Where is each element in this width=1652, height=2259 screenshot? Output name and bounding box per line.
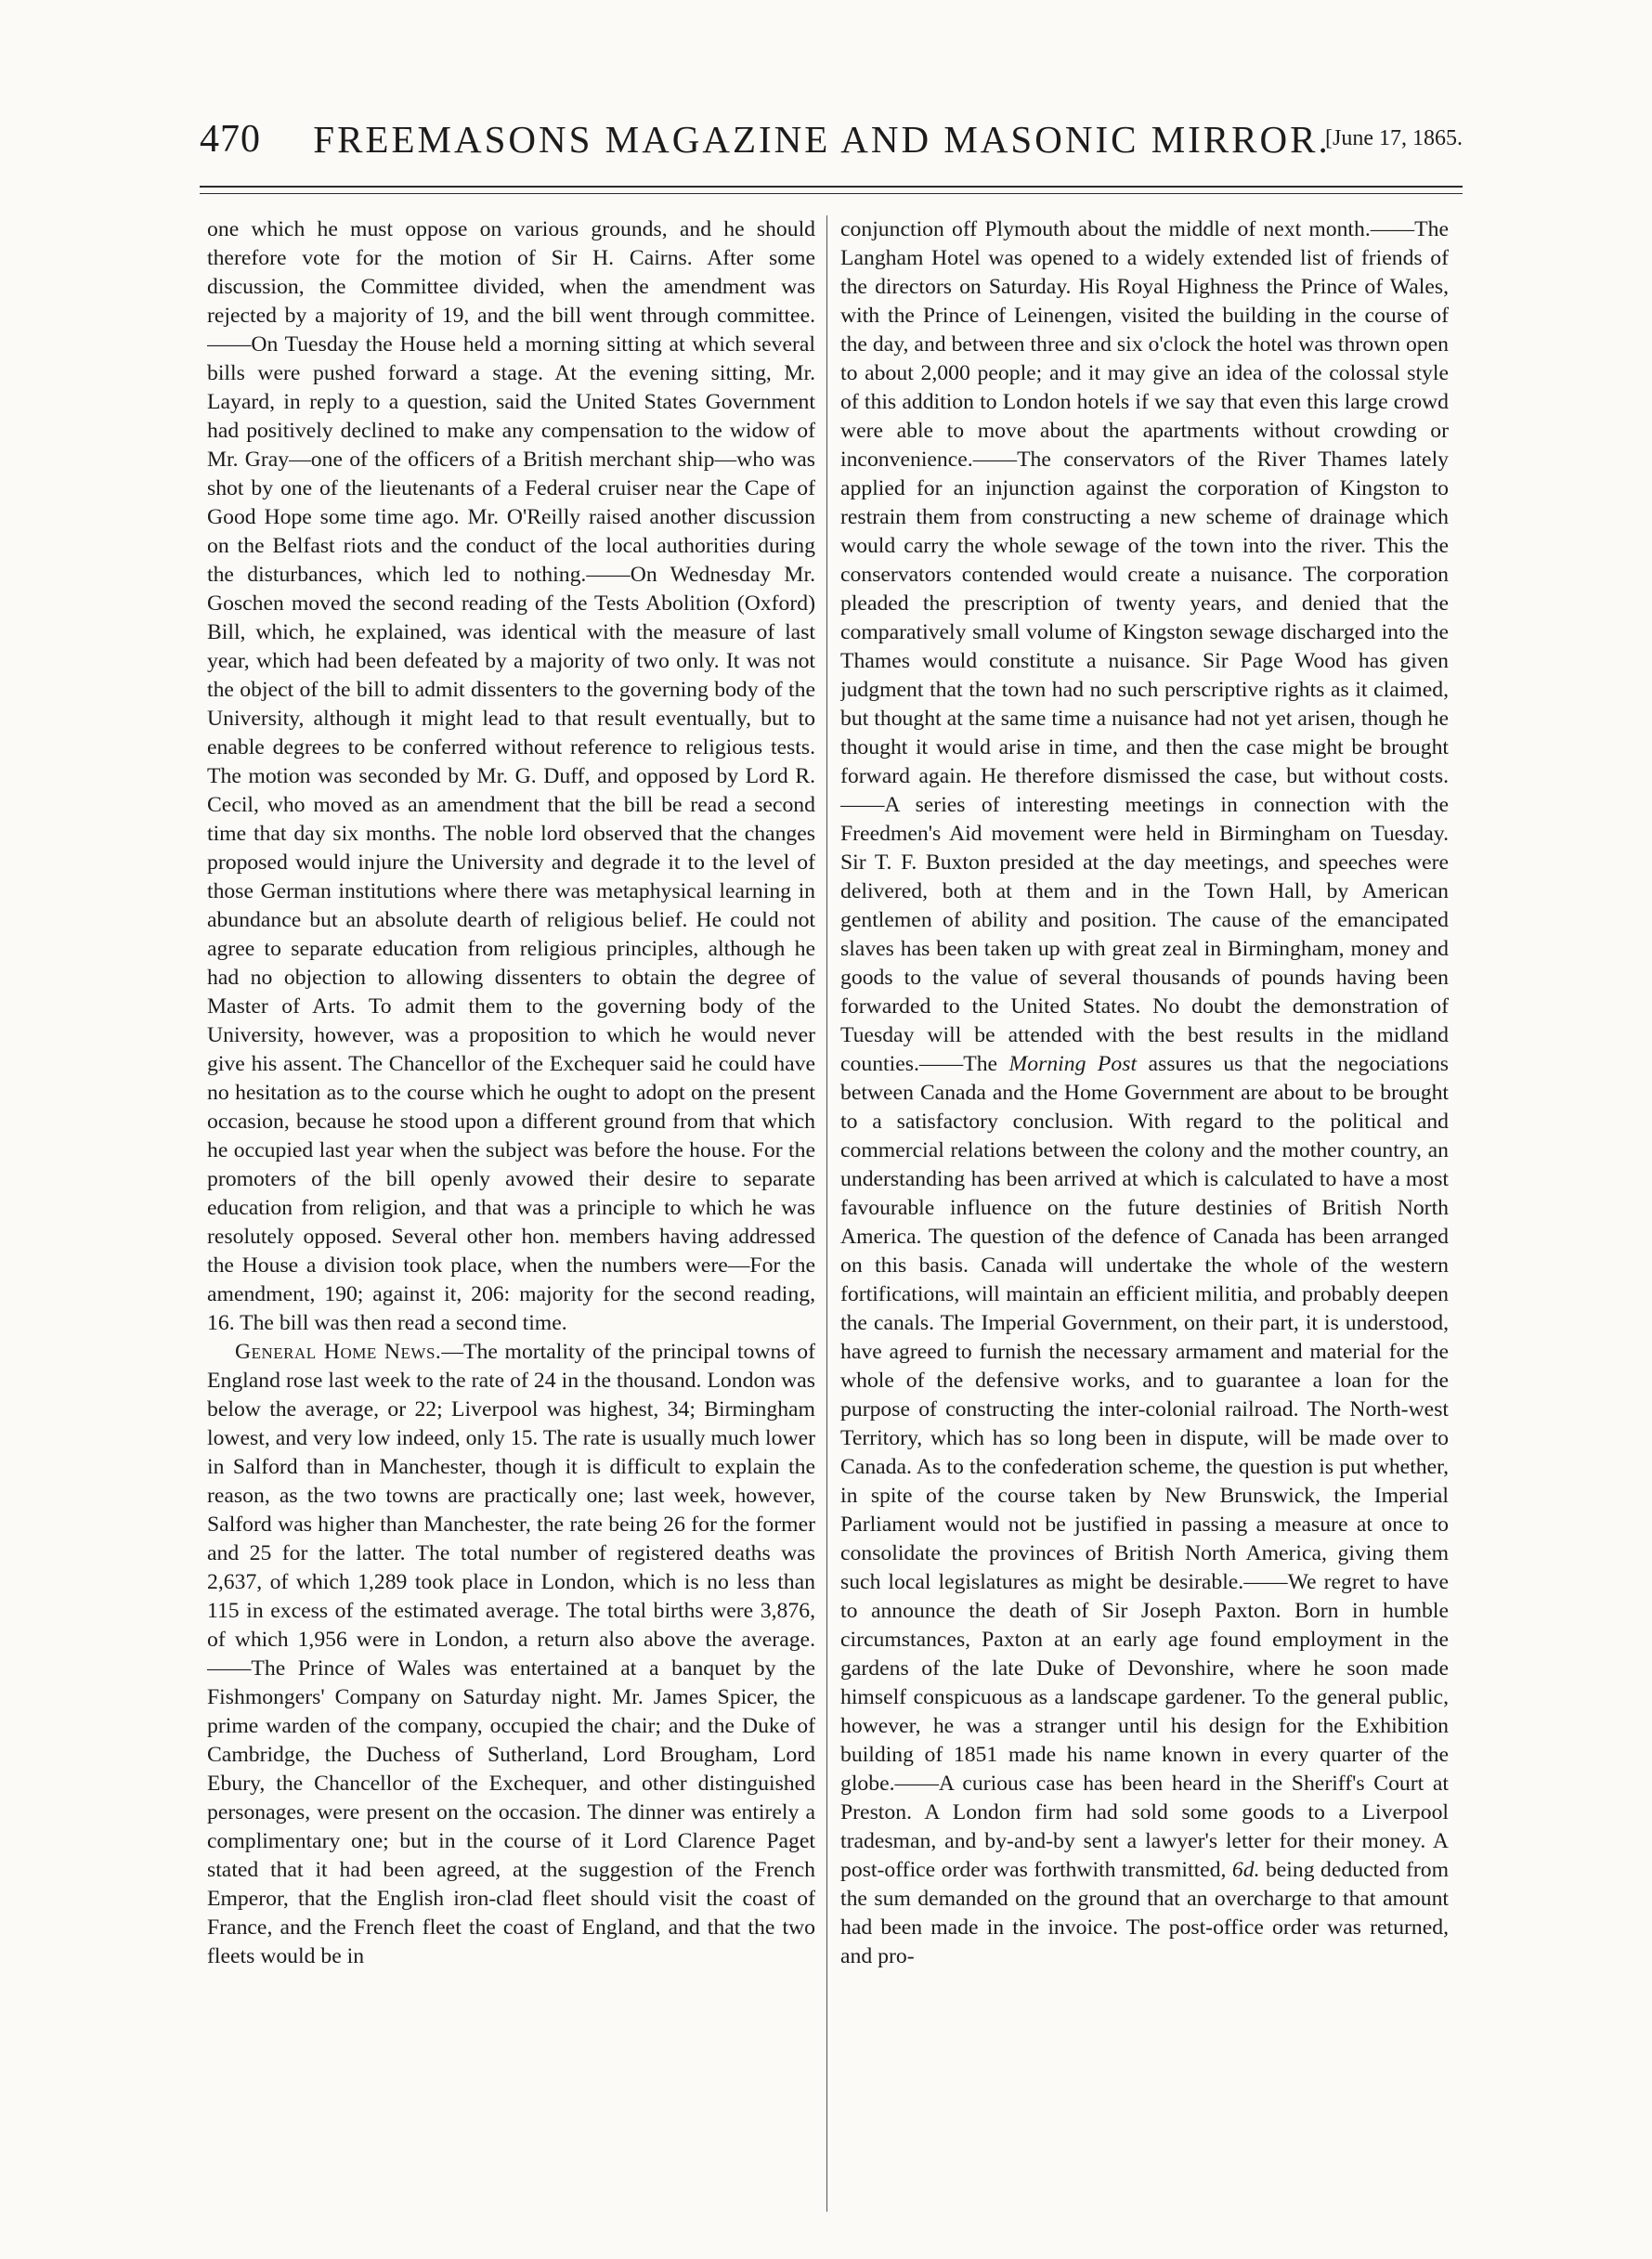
page-header (200, 111, 1463, 167)
section-heading-general-home-news: General Home News. (235, 1340, 442, 1364)
page-number: 470 (200, 118, 261, 161)
amount-sixpence: 6d. (1231, 1858, 1260, 1882)
right-text-2: assures us that the negociations between Canada and the Home Government are about to be brought to a satisfactory conclusion. With regard to the political and commercial relations between the colony and the mother country, an understanding has been arrived at which is calculated to have a most favourable influence on the future destinies of British North America. The question of the defence of Canada has been arranged on this basis. Canada will undertake the whole of the western fortifications, will maintain an efficient militia, and probably deepen the canals. The Imperial Government, on their part, it is understood, have agreed to furnish the necessary armament and material for the whole of the defensive works, and to guarantee a loan for the purpose of constructing the inter-colonial railroad. The North-west Territory, which has so long been in dispute, will be made over to Canada. As to the confederation scheme, the question is put whether, in spite of the course taken by New Brunswick, the Imperial Parliament would not be justified in passing a measure at once to consolidate the provinces of British North America, giving them such local legislatures as might be desirable.——We regret to have to announce the death of Sir Joseph Paxton. Born in humble circumstances, Paxton at an early age found employment in the gardens of the late Duke of Devonshire, where he soon made himself conspicuous as a landscape gardener. To the general public, however, he was a stranger until his design for the Exhibition building of 1851 made his name known in every quarter of the globe.——A curious case has been heard in the Sheriff's Court at Preston. A London firm had sold some goods to a Liverpool tradesman, and by-and-by sent a lawyer's letter for their money. A post-office order was forthwith transmitted, (840, 1052, 1449, 1882)
header-rule-thin (200, 193, 1463, 194)
parliament-report-paragraph: one which he must oppose on various grounds, and he should therefore vote for the motion of Sir H. Cairns. After some discussion, the Committee divided, when the amendment was rejected by a majority of 19, and the bill went through committee.——On Tuesday the House held a morning sitting at which several bills were pushed forward a stage. At the evening sitting, Mr. Layard, in reply to a question, said the United States Government had positively declined to make any compensation to the widow of Mr. Gray—one of the officers of a British merchant ship—who was shot by one of the lieutenants of a Federal cruiser near the Cape of Good Hope some time ago. Mr. O'Reilly raised another discussion on the Belfast riots and the conduct of the local authorities during the disturbances, which led to nothing.——On Wednesday Mr. Goschen moved the second reading of the Tests Abolition (Oxford) Bill, which, he explained, was identical with the measure of last year, which had been defeated by a majority of two only. It was not the object of the bill to admit dissenters to the governing body of the University, although it might lead to that result eventually, but to enable degrees to be conferred without reference to religious tests. The motion was seconded by Mr. G. Duff, and opposed by Lord R. Cecil, who moved as an amendment that the bill be read a second time that day six months. The noble lord observed that the changes proposed would injure the University and degrade it to the level of those German institutions where there was metaphysical learning in abundance but an absolute dearth of religious belief. He could not agree to separate education from religious principles, although he had no objection to allowing dissenters to obtain the degree of Master of Arts. To admit them to the governing body of the University, however, was a proposition to which he would never give his assent. The Chancellor of the Exchequer said he could have no hesitation as to the course which he ought to adopt on the present occasion, because he stood upon a different ground from that which he occupied last year when the subject was before the house. For the promoters of the bill openly avowed their desire to separate education from religion, and that was a principle to which he was resolutely opposed. Several other hon. members having addressed the House a division took place, when the numbers were—For the amendment, 190; against it, 206: majority for the second reading, 16. The bill was then read a second time. (207, 217, 815, 1335)
right-column (840, 215, 1449, 2212)
masthead-title: FREEMASONS MAGAZINE AND MASONIC MIRROR. (313, 118, 1331, 161)
right-text-3: being deducted from the sum demanded on the ground that an overcharge to that amount had been made in the invoice. The post-office order was returned, and pro- (840, 1858, 1449, 1968)
issue-date: [June 17, 1865. (1325, 126, 1463, 150)
newspaper-name-morning-post: Morning Post (1008, 1052, 1138, 1076)
home-news-paragraph (207, 1338, 815, 1971)
right-text-1: conjunction off Plymouth about the middle of next month.——The Langham Hotel was opened to a widely extended list of friends of the directors on Saturday. His Royal Highness the Prince of Wales, with the Prince of Leinengen, visited the building in the course of the day, and between three and six o'clock the hotel was thrown open to about 2,000 people; and it may give an idea of the colossal style of this addition to London hotels if we say that even this large crowd were able to move about the apartments without crowding or inconvenience.——The conservators of the River Thames lately applied for an injunction against the corporation of Kingston to restrain them from constructing a new scheme of drainage which would carry the whole sewage of the town into the river. This the conservators contended would create a nuisance. The corporation pleaded the prescription of twenty years, and denied that the comparatively small volume of Kingston sewage discharged into the Thames would constitute a nuisance. Sir Page Wood has given judgment that the town had no such perscriptive rights as it claimed, but thought at the same time a nuisance had not yet arisen, though he thought it would arise in time, and then the case might be brought forward again. He therefore dismissed the case, but without costs.——A series of interesting meetings in connection with the Freedmen's Aid movement were held in Birmingham on Tuesday. Sir T. F. Buxton presided at the day meetings, and speeches were delivered, both at them and in the Town Hall, by American gentlemen of ability and position. The cause of the emancipated slaves has been taken up with great zeal in Birmingham, money and goods to the value of several thousands of pounds having been forwarded to the United States. No doubt the demonstration of Tuesday will be attended with the best results in the midland counties.——The (840, 217, 1449, 1076)
header-rule-thick (200, 186, 1463, 188)
column-divider (826, 215, 827, 2212)
home-news-text: —The mortality of the principal towns of England rose last week to the rate of 24 in the thousand. London was below the average, or 22; Liverpool was highest, 34; Birmingham lowest, and very low indeed, only 15. The rate is usually much lower in Salford than in Manchester, though it is difficult to explain the reason, as the two towns are practically one; last week, however, Salford was higher than Manchester, the rate being 26 for the former and 25 for the latter. The total number of registered deaths was 2,637, of which 1,289 took place in London, which is no less than 115 in excess of the estimated average. The total births were 3,876, of which 1,956 were in London, a return also above the average.——The Prince of Wales was entertained at a banquet by the Fishmongers' Company on Saturday night. Mr. James Spicer, the prime warden of the company, occupied the chair; and the Duke of Cambridge, the Duchess of Sutherland, Lord Brougham, Lord Ebury, the Chancellor of the Exchequer, and other distinguished personages, were present on the occasion. The dinner was entirely a complimentary one; but in the course of it Lord Clarence Paget stated that it had been agreed, at the suggestion of the French Emperor, that the English iron-clad fleet should visit the coast of France, and the French fleet the coast of England, and that the two fleets would be in (207, 1340, 815, 1968)
left-column (207, 215, 815, 2212)
right-column-paragraph (840, 215, 1449, 1971)
